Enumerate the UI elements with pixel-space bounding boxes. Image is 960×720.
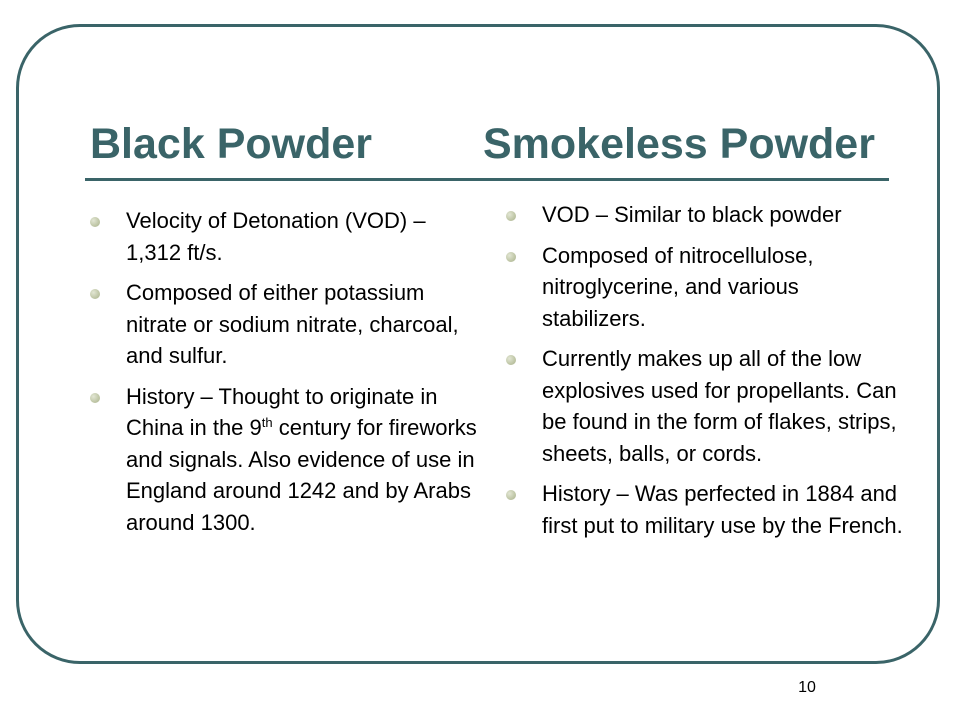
bullet-text-end: century for fireworks and signals. Also evidence of use in England around 1242 and by Arabs around 1300. [126,415,477,535]
bullet-icon [90,217,100,227]
list-item [506,199,906,231]
title-smokeless-powder: Smokeless Powder [483,120,875,168]
list-item [506,478,906,541]
smokeless-powder-list [506,199,906,550]
title-underline [85,178,889,181]
list-item [506,343,906,469]
page-number: 10 [798,679,816,696]
bullet-text-start: History – Thought to originate in China in the 9 [126,383,438,440]
bullet-text: Currently makes up all of the low explosives used for propellants. Can be found in the form of flakes, strips, sheets, balls, or cords. [542,346,897,466]
black-powder-list [90,205,480,547]
bullet-icon [506,252,516,262]
bullet-icon [506,490,516,500]
list-item [90,205,480,268]
bullet-text: Composed of nitrocellulose, nitroglycerine, and various stabilizers. [542,242,814,331]
bullet-icon [506,355,516,365]
list-item [506,240,906,335]
bullet-text: VOD – Similar to black powder [542,202,842,227]
bullet-icon [90,393,100,403]
bullet-text: Velocity of Detonation (VOD) – 1,312 ft/s. [126,208,426,265]
bullet-icon [90,289,100,299]
bullet-icon [506,211,516,221]
list-item [90,277,480,372]
title-black-powder: Black Powder [90,120,372,168]
bullet-text: History – Was perfected in 1884 and first put to military use by the French. [542,481,903,538]
list-item [90,381,480,539]
ordinal-superscript: th [261,415,273,430]
bullet-text: Composed of either potassium nitrate or sodium nitrate, charcoal, and sulfur. [126,280,459,368]
